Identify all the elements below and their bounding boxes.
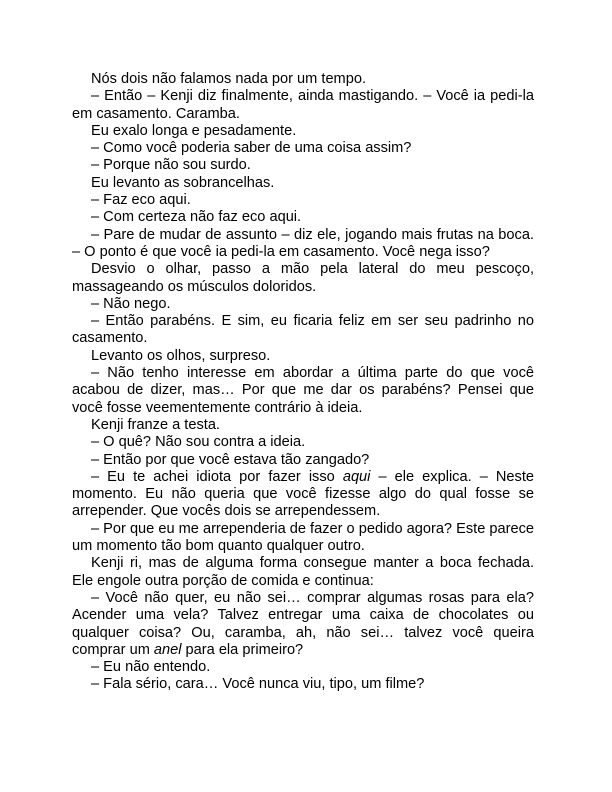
paragraph: [72, 590, 534, 659]
paragraph: [72, 365, 534, 417]
paragraph: [72, 140, 534, 157]
paragraph: [72, 313, 534, 348]
text-run: – Então por que você estava tão zangado?: [91, 451, 370, 468]
text-run: para ela primeiro?: [181, 641, 304, 658]
paragraph: [72, 452, 534, 469]
text-run: – Fala sério, cara… Você nunca viu, tipo, um filme?: [91, 676, 425, 693]
paragraph: [72, 88, 534, 123]
paragraph: [72, 175, 534, 192]
text-run: – ele explica. – Neste momento. Eu não queria que você fizesse algo do qual fosse se arrepender. Que vocês dois se arrependessem.: [72, 468, 534, 520]
text-run: – Por que eu me arrependeria de fazer o pedido agora? Este parece um momento tão bom quanto qualquer outro.: [72, 520, 534, 555]
book-page: [72, 71, 534, 694]
text-run: Kenji franze a testa.: [91, 416, 220, 433]
paragraph: [72, 192, 534, 209]
paragraph: [72, 227, 534, 262]
text-run: – Como você poderia saber de uma coisa assim?: [91, 140, 412, 157]
text-run: Eu levanto as sobrancelhas.: [91, 174, 275, 191]
paragraph: [72, 521, 534, 556]
text-run: Kenji ri, mas de alguma forma consegue manter a boca fechada. Ele engole outra porção de comida e continua:: [72, 555, 534, 589]
text-run: – Faz eco aqui.: [91, 192, 191, 209]
text-run: – Eu não entendo.: [91, 659, 211, 676]
italic-text: aqui: [342, 468, 371, 485]
paragraph: [72, 261, 534, 296]
text-run: – Você não quer, eu não sei… comprar algumas rosas para ela? Acender uma vela? Talvez entregar uma caixa de chocolates ou qualquer coisa? Ou, caramba, ah, não sei… talvez você queira comprar um: [72, 589, 534, 658]
text-run: Desvio o olhar, passo a mão pela lateral do meu pescoço, massageando os músculos doloridos.: [72, 261, 534, 295]
text-run: – Pare de mudar de assunto – diz ele, jogando mais frutas na boca. – O ponto é que você ia pedi-la em casamento. Você nega isso?: [72, 226, 534, 260]
paragraph: [72, 555, 534, 590]
text-run: Nós dois não falamos nada por um tempo.: [91, 71, 367, 87]
paragraph: [72, 157, 534, 174]
text-run: – Não tenho interesse em abordar a última parte do que você acabou de dizer, mas… Por que me dar os parabéns? Pensei que você fosse veementemente contrário à ideia.: [72, 365, 534, 416]
text-run: Levanto os olhos, surpreso.: [91, 347, 271, 364]
paragraph: [72, 123, 534, 140]
paragraph: [72, 659, 534, 676]
text-run: – O quê? Não sou contra a ideia.: [91, 434, 306, 451]
text-run: – Não nego.: [91, 295, 171, 312]
paragraph: [72, 434, 534, 451]
paragraph: [72, 209, 534, 226]
text-run: – Com certeza não faz eco aqui.: [91, 209, 302, 226]
paragraph: [72, 469, 534, 521]
text-run: – Então parabéns. E sim, eu ficaria feliz em ser seu padrinho no casamento.: [72, 313, 534, 347]
paragraph: [72, 348, 534, 365]
text-run: – Porque não sou surdo.: [91, 157, 251, 174]
text-run: Eu exalo longa e pesadamente.: [91, 122, 297, 139]
text-run: – Então – Kenji diz finalmente, ainda mastigando. – Você ia pedi-la em casamento. Caramba.: [72, 88, 534, 122]
paragraph: [72, 676, 534, 693]
text-run: – Eu te achei idiota por fazer isso: [91, 468, 343, 485]
paragraph: [72, 417, 534, 434]
paragraph: [72, 71, 534, 88]
italic-text: anel: [153, 641, 182, 658]
paragraph: [72, 296, 534, 313]
